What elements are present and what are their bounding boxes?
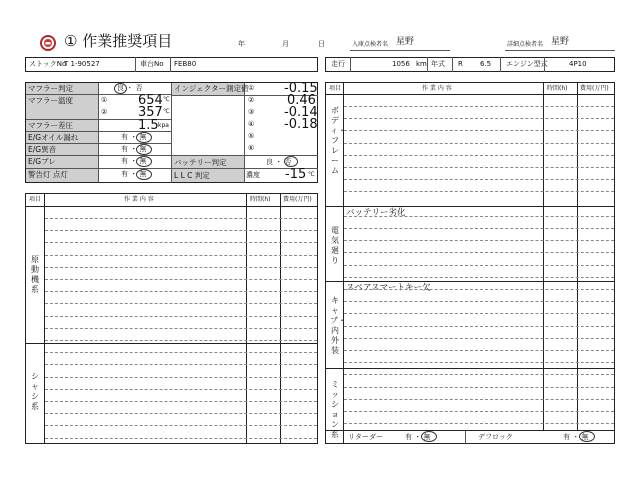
inj-value-1: -0.15 bbox=[284, 81, 318, 96]
circle-mark bbox=[421, 431, 437, 442]
rule-line bbox=[45, 242, 317, 243]
shake-value: 有 ・ 無 bbox=[121, 157, 147, 165]
battery-label: バッテリー判定 bbox=[174, 158, 227, 167]
vehicle-value: FEB80 bbox=[174, 60, 197, 68]
rule-line bbox=[344, 423, 614, 424]
diff-lock-value: 有 ・ 無 bbox=[563, 433, 589, 441]
circle-mark bbox=[136, 169, 152, 180]
rule-line bbox=[344, 374, 614, 375]
year-label: 年式 bbox=[431, 60, 445, 68]
oil-leak-value: 有 ・ 無 bbox=[121, 133, 147, 141]
inj-value-4: -0.18 bbox=[284, 117, 318, 132]
temp1-num: ① bbox=[101, 96, 108, 104]
temp2-unit: ℃ bbox=[163, 108, 170, 115]
page-title: ① 作業推奨項目 bbox=[64, 32, 173, 50]
inspector-underline bbox=[350, 50, 450, 51]
mileage-unit: km bbox=[416, 60, 427, 68]
inspector-name: 星野 bbox=[396, 37, 415, 47]
rule-line bbox=[344, 240, 614, 241]
divider bbox=[326, 281, 615, 282]
right-col-cost: 費用(万円) bbox=[580, 85, 609, 92]
retarder-value: 有 ・ 無 bbox=[405, 433, 431, 441]
divider bbox=[26, 155, 171, 156]
circle-mark bbox=[136, 156, 152, 167]
divider bbox=[26, 143, 171, 144]
inj-num-5: ⑤ bbox=[248, 132, 255, 140]
stock-value: T 1-90527 bbox=[64, 60, 100, 68]
left-col-item: 項目 bbox=[29, 196, 42, 203]
circle-mark bbox=[284, 156, 298, 167]
right-col-time: 時間(h) bbox=[547, 85, 568, 92]
section-chassis: シャシ系 bbox=[31, 372, 39, 411]
right-col-work: 作 業 内 容 bbox=[422, 85, 452, 92]
rule-line bbox=[344, 399, 614, 400]
rule-line bbox=[344, 155, 614, 156]
conc-label: 濃度 bbox=[246, 171, 260, 179]
rule-line bbox=[45, 218, 317, 219]
warning-label: 警告灯 点灯 bbox=[28, 170, 68, 179]
rule-line bbox=[45, 401, 317, 402]
rule-line bbox=[45, 438, 317, 439]
muffler-judge-label: マフラー判定 bbox=[28, 84, 73, 93]
divider bbox=[326, 206, 615, 207]
rule-line bbox=[45, 279, 317, 280]
divider bbox=[452, 57, 453, 72]
rule-line bbox=[344, 106, 614, 107]
battery-value: 良 ・ 否 bbox=[266, 158, 292, 166]
stock-label: ストックNo bbox=[29, 60, 67, 68]
spare-key-note: スペアスマートキー欠 bbox=[346, 283, 431, 293]
rule-line bbox=[45, 291, 317, 292]
divider bbox=[326, 368, 615, 369]
temp1-unit: ℃ bbox=[163, 96, 170, 103]
rule-line bbox=[344, 167, 614, 168]
muffler-temp-label: マフラー温度 bbox=[28, 96, 73, 105]
oil-leak-label: E/Gオイル漏れ bbox=[28, 133, 79, 142]
temp2-value: 357 bbox=[138, 105, 163, 120]
diff-value: 1.5 bbox=[138, 118, 159, 133]
rule-line bbox=[344, 118, 614, 119]
inj-value-3: -0.14 bbox=[284, 105, 318, 120]
rule-line bbox=[45, 340, 317, 341]
temp2-num: ② bbox=[101, 108, 108, 116]
rule-line bbox=[344, 411, 614, 412]
rule-line bbox=[45, 255, 317, 256]
detail-inspector-label: 詳細点検者名 bbox=[507, 41, 544, 48]
divider bbox=[26, 206, 318, 207]
inj-num-2: ② bbox=[248, 96, 255, 104]
year-era: R bbox=[458, 60, 463, 68]
inj-value-2: 0.46 bbox=[287, 93, 316, 108]
temp1-value: 654 bbox=[138, 93, 163, 108]
rule-line bbox=[344, 301, 614, 302]
detail-inspector-underline bbox=[505, 50, 615, 51]
muffler-diff-label: マフラー差圧 bbox=[28, 121, 73, 130]
divider bbox=[350, 57, 351, 72]
logo-icon bbox=[40, 35, 56, 51]
section-body: ボディ・フレーム bbox=[330, 106, 346, 175]
rule-line bbox=[344, 216, 614, 217]
divider bbox=[577, 83, 578, 430]
noise-value: 有 ・ 無 bbox=[121, 145, 147, 153]
divider bbox=[544, 57, 545, 72]
divider bbox=[26, 343, 318, 344]
rule-line bbox=[344, 179, 614, 180]
section-electric: 電気廻り bbox=[331, 226, 339, 265]
left-col-time: 時間(h) bbox=[250, 196, 271, 203]
rule-line bbox=[45, 230, 317, 231]
shake-label: E/Gブレ bbox=[28, 157, 56, 166]
rule-line bbox=[45, 389, 317, 390]
rule-line bbox=[45, 377, 317, 378]
divider bbox=[427, 57, 428, 72]
date-day-label: 日 bbox=[318, 40, 325, 48]
rule-line bbox=[344, 387, 614, 388]
noise-label: E/G異音 bbox=[28, 145, 57, 154]
section-mission: ミッション系 bbox=[331, 380, 339, 439]
vehicle-label: 車台No bbox=[140, 60, 164, 68]
left-col-work: 作 業 内 容 bbox=[124, 196, 154, 203]
divider bbox=[44, 194, 45, 444]
rule-line bbox=[344, 350, 614, 351]
battery-note: バッテリー劣化 bbox=[346, 208, 406, 218]
conc-unit: ℃ bbox=[308, 171, 315, 178]
engine-value: 4P10 bbox=[569, 60, 587, 68]
diff-unit: kpa bbox=[158, 122, 169, 129]
rule-line bbox=[344, 143, 614, 144]
section-cab: キャブ・内外装 bbox=[330, 296, 346, 355]
detail-inspector-name: 星野 bbox=[551, 37, 570, 47]
divider bbox=[135, 57, 136, 72]
rule-line bbox=[344, 277, 614, 278]
rule-line bbox=[344, 362, 614, 363]
section-engine: 原動機系 bbox=[31, 255, 39, 294]
llc-label: L L C 判定 bbox=[174, 171, 210, 180]
divider bbox=[246, 194, 247, 444]
engine-label: エンジン型式 bbox=[506, 60, 548, 68]
rule-line bbox=[344, 338, 614, 339]
divider bbox=[500, 57, 501, 72]
inj-num-4: ④ bbox=[248, 120, 255, 128]
divider bbox=[465, 431, 466, 444]
divider bbox=[343, 83, 344, 444]
left-col-cost: 費用(万円) bbox=[283, 196, 312, 203]
divider bbox=[280, 194, 281, 444]
injector-label: インジェクター測定値 bbox=[174, 84, 249, 93]
rule-line bbox=[45, 267, 317, 268]
circle-mark bbox=[114, 83, 127, 94]
divider bbox=[326, 430, 615, 431]
retarder-label: リターダー bbox=[348, 433, 383, 441]
muffler-judge-value: 良 ・ 否 bbox=[117, 84, 143, 92]
rule-line bbox=[344, 130, 614, 131]
divider bbox=[326, 94, 615, 95]
rule-line bbox=[344, 289, 614, 290]
divider bbox=[170, 57, 171, 72]
inj-num-3: ③ bbox=[248, 108, 255, 116]
date-year-label: 年 bbox=[238, 40, 245, 48]
rule-line bbox=[344, 313, 614, 314]
inj-num-1: ① bbox=[248, 84, 255, 92]
rule-line bbox=[45, 316, 317, 317]
right-col-item: 項目 bbox=[329, 85, 342, 92]
mileage-value: 1056 bbox=[392, 60, 410, 68]
rule-line bbox=[45, 364, 317, 365]
date-month-label: 月 bbox=[282, 40, 289, 48]
rule-line bbox=[45, 425, 317, 426]
inspector-label: 入庫点検者名 bbox=[352, 41, 389, 48]
rule-line bbox=[344, 326, 614, 327]
rule-line bbox=[344, 252, 614, 253]
circle-mark bbox=[579, 431, 595, 442]
rule-line bbox=[344, 265, 614, 266]
conc-value: -15 bbox=[285, 167, 307, 182]
rule-line bbox=[45, 303, 317, 304]
circle-mark bbox=[136, 132, 152, 143]
inj-num-6: ⑥ bbox=[248, 144, 255, 152]
rule-line bbox=[45, 352, 317, 353]
divider bbox=[172, 155, 318, 156]
rule-line bbox=[45, 413, 317, 414]
rule-line bbox=[344, 191, 614, 192]
divider bbox=[543, 83, 544, 430]
diff-lock-label: デフロック bbox=[478, 433, 513, 441]
warning-value: 有 ・ 無 bbox=[121, 170, 147, 178]
right-work-table bbox=[325, 82, 615, 444]
rule-line bbox=[344, 228, 614, 229]
divider bbox=[26, 168, 318, 169]
rule-line bbox=[45, 328, 317, 329]
year-value: 6.5 bbox=[480, 60, 492, 68]
mileage-label: 走行 bbox=[331, 60, 345, 68]
circle-mark bbox=[136, 144, 152, 155]
